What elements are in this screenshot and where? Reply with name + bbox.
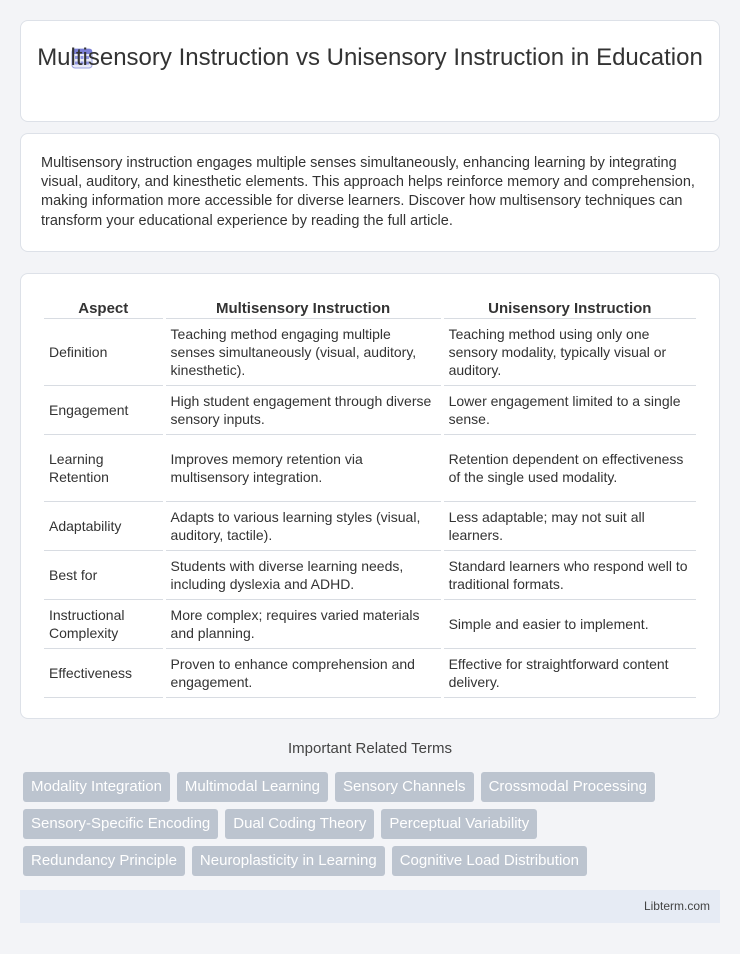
related-term-tag[interactable]: Modality Integration — [23, 772, 170, 802]
related-term-tag[interactable]: Perceptual Variability — [381, 809, 537, 839]
aspect-cell: Adaptability — [44, 502, 163, 551]
table-row — [44, 319, 696, 386]
related-term-tag[interactable]: Redundancy Principle — [23, 846, 185, 876]
table-header-row — [44, 295, 696, 319]
related-term-tag[interactable]: Multimodal Learning — [177, 772, 328, 802]
table-row — [44, 600, 696, 649]
table-row — [44, 502, 696, 551]
aspect-cell: Engagement — [44, 386, 163, 435]
related-term-tag[interactable]: Sensory-Specific Encoding — [23, 809, 218, 839]
comparison-table — [41, 295, 699, 698]
table-row — [44, 551, 696, 600]
related-term-tag[interactable]: Cognitive Load Distribution — [392, 846, 587, 876]
unisensory-cell: Lower engagement limited to a single sense. — [444, 386, 696, 435]
footer-site-link[interactable]: Libterm.com — [643, 899, 710, 913]
multisensory-cell: Adapts to various learning styles (visual, auditory, tactile). — [166, 502, 441, 551]
unisensory-cell: Standard learners who respond well to traditional formats. — [444, 551, 696, 600]
unisensory-cell: Less adaptable; may not suit all learners. — [444, 502, 696, 551]
related-terms-heading: Important Related Terms — [288, 740, 452, 757]
multisensory-cell: Teaching method engaging multiple senses simultaneously (visual, auditory, kinesthetic). — [166, 319, 441, 386]
page-title: Multisensory Instruction vs Unisensory Instruction in Education — [37, 44, 703, 71]
header-aspect: Aspect — [44, 295, 163, 319]
related-term-tag[interactable]: Neuroplasticity in Learning — [192, 846, 385, 876]
unisensory-cell: Retention dependent on effectiveness of the single used modality. — [444, 435, 696, 502]
related-terms-list — [23, 772, 723, 883]
table-row — [44, 649, 696, 698]
tag-row — [23, 809, 723, 839]
title-card — [20, 20, 720, 122]
table-row — [44, 386, 696, 435]
table-row — [44, 435, 696, 502]
multisensory-cell: More complex; requires varied materials and planning. — [166, 600, 441, 649]
tag-row — [23, 846, 723, 876]
multisensory-cell: High student engagement through diverse sensory inputs. — [166, 386, 441, 435]
related-term-tag[interactable]: Sensory Channels — [335, 772, 474, 802]
intro-paragraph: Multisensory instruction engages multiple senses simultaneously, enhancing learning by integrating visual, auditory, and kinesthetic elements. This approach helps reinforce memory and comprehension, making information more accessible for diverse learners. Discover how multisensory techniques can transform your educational experience by reading the full article. — [41, 155, 695, 229]
related-term-tag[interactable]: Dual Coding Theory — [225, 809, 374, 839]
unisensory-cell: Teaching method using only one sensory modality, typically visual or auditory. — [444, 319, 696, 386]
intro-card — [20, 133, 720, 252]
header-multisensory: Multisensory Instruction — [166, 295, 441, 319]
footer — [20, 890, 720, 923]
header-unisensory: Unisensory Instruction — [444, 295, 696, 319]
aspect-cell: Definition — [44, 319, 163, 386]
multisensory-cell: Students with diverse learning needs, including dyslexia and ADHD. — [166, 551, 441, 600]
related-term-tag[interactable]: Crossmodal Processing — [481, 772, 655, 802]
aspect-cell: Learning Retention — [44, 435, 163, 502]
aspect-cell: Best for — [44, 551, 163, 600]
multisensory-cell: Improves memory retention via multisensory integration. — [166, 435, 441, 502]
comparison-table-card — [20, 273, 720, 719]
aspect-cell: Instructional Complexity — [44, 600, 163, 649]
tag-row — [23, 772, 723, 802]
unisensory-cell: Effective for straightforward content delivery. — [444, 649, 696, 698]
multisensory-cell: Proven to enhance comprehension and engagement. — [166, 649, 441, 698]
unisensory-cell: Simple and easier to implement. — [444, 600, 696, 649]
aspect-cell: Effectiveness — [44, 649, 163, 698]
